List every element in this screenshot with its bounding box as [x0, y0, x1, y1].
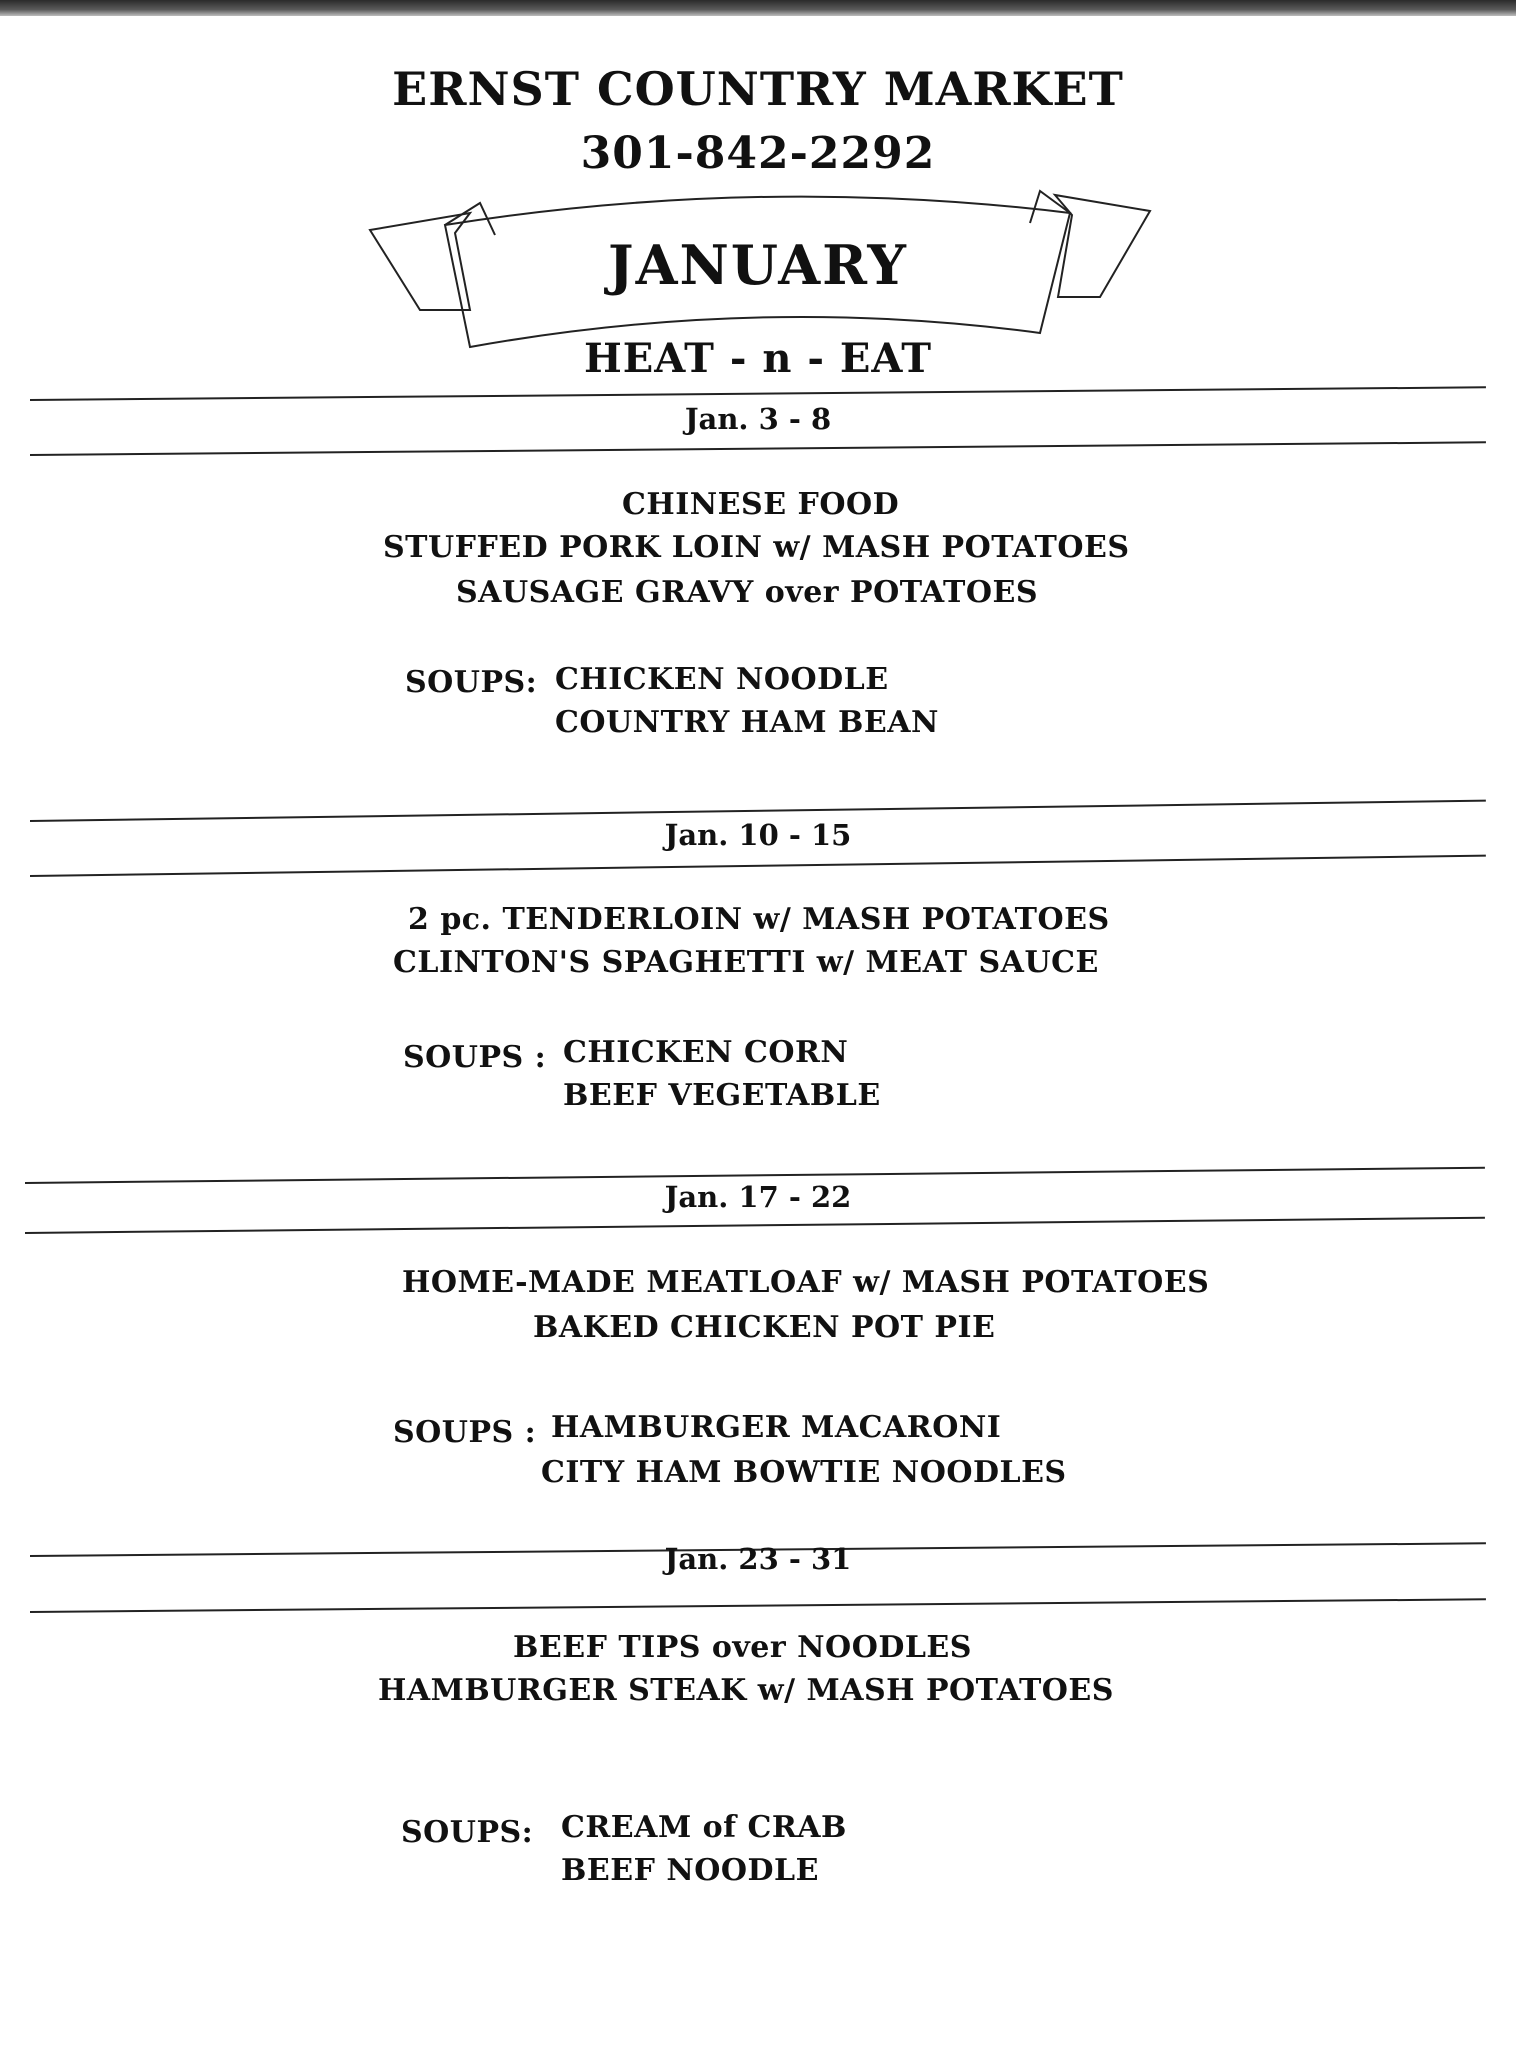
soup-item: HAMBURGER MACARONI [551, 1410, 1002, 1445]
phone-number: 301-842-2292 [580, 128, 936, 179]
menu-entree: 2 pc. TENDERLOIN w/ MASH POTATOES [408, 902, 1110, 937]
menu-entree: SAUSAGE GRAVY over POTATOES [456, 575, 1039, 610]
week-date-header: Jan. 23 - 31 [664, 1542, 852, 1576]
soups-label: SOUPS : [403, 1040, 547, 1075]
soup-item: COUNTRY HAM BEAN [555, 705, 939, 740]
market-name: ERNST COUNTRY MARKET [392, 62, 1124, 116]
soup-item: BEEF VEGETABLE [563, 1078, 881, 1113]
soups-label: SOUPS : [393, 1415, 537, 1450]
soup-item: CREAM of CRAB [561, 1810, 847, 1845]
divider-line [30, 441, 1486, 456]
divider-line [25, 1217, 1485, 1234]
week-date-header: Jan. 10 - 15 [664, 818, 852, 852]
month-title: JANUARY [608, 233, 908, 297]
week-date-header: Jan. 3 - 8 [684, 402, 832, 436]
menu-entree: BAKED CHICKEN POT PIE [533, 1310, 996, 1345]
menu-entree: CHINESE FOOD [622, 487, 900, 522]
menu-subtitle: HEAT - n - EAT [584, 335, 932, 382]
soup-item: CITY HAM BOWTIE NOODLES [541, 1455, 1067, 1490]
soup-item: BEEF NOODLE [561, 1853, 819, 1888]
divider-line [30, 855, 1486, 877]
soups-label: SOUPS: [405, 665, 538, 700]
menu-entree: HOME-MADE MEATLOAF w/ MASH POTATOES [402, 1265, 1210, 1300]
menu-entree: BEEF TIPS over NOODLES [513, 1630, 972, 1665]
scan-edge [0, 0, 1516, 16]
divider-line [30, 1598, 1486, 1613]
soups-label: SOUPS: [401, 1815, 534, 1850]
soup-item: CHICKEN CORN [563, 1035, 849, 1070]
menu-entree: HAMBURGER STEAK w/ MASH POTATOES [378, 1673, 1114, 1708]
divider-line [30, 386, 1486, 401]
menu-entree: STUFFED PORK LOIN w/ MASH POTATOES [383, 530, 1130, 565]
soup-item: CHICKEN NOODLE [555, 662, 889, 697]
menu-entree: CLINTON'S SPAGHETTI w/ MEAT SAUCE [393, 945, 1099, 980]
week-date-header: Jan. 17 - 22 [664, 1180, 852, 1214]
